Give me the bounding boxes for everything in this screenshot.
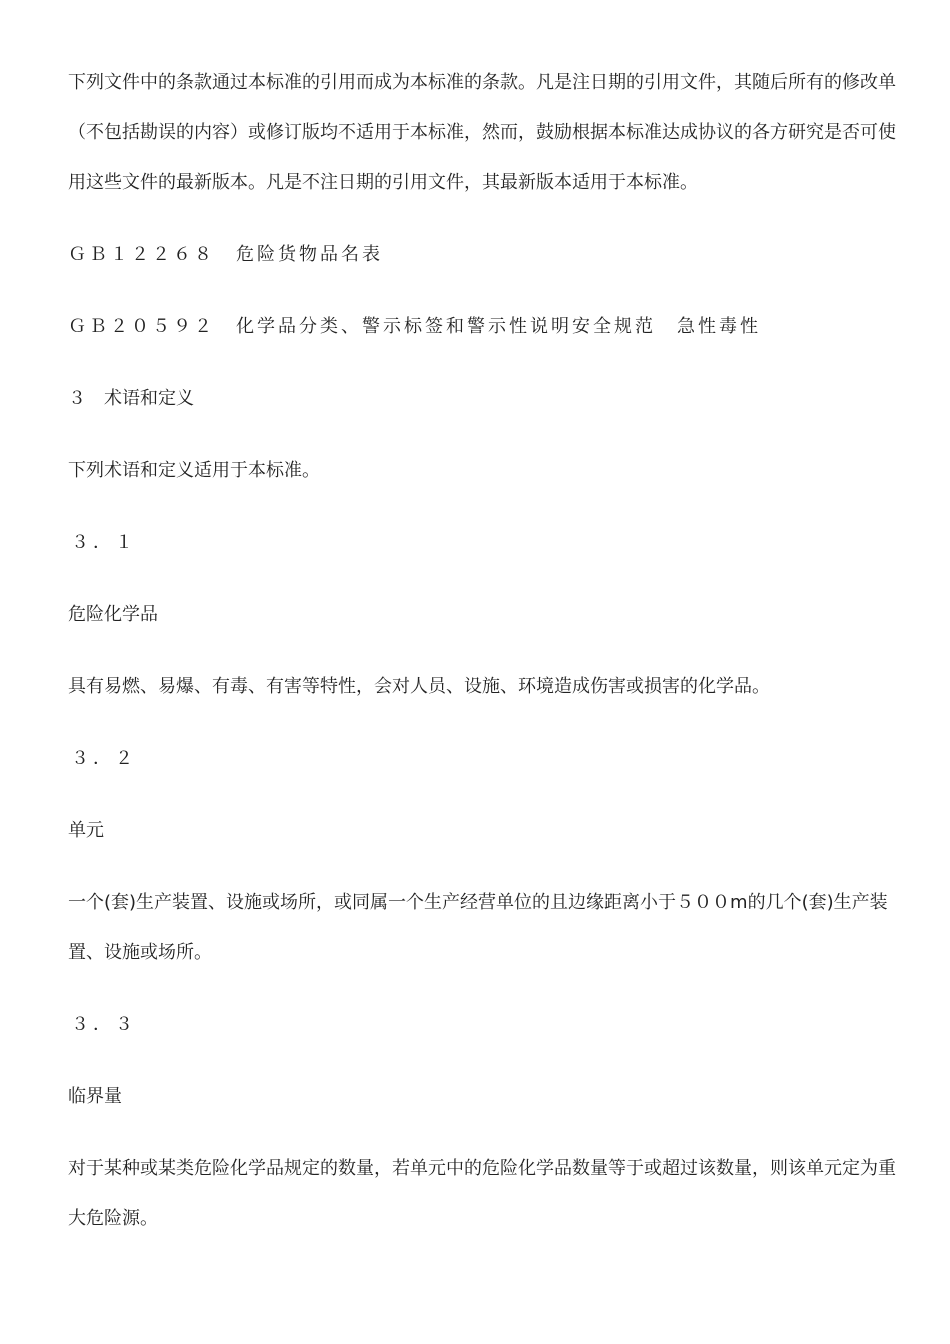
intro-paragraph: 下列文件中的条款通过本标准的引用而成为本标准的条款。凡是注日期的引用文件，其随后所有的修改单（不包括勘误的内容）或修订版均不适用于本标准，然而，鼓励根据本标准达成协议的各方研究是否可使用这些文件的最新版本。凡是不注日期的引用文件，其最新版本适用于本标准。: [68, 72, 896, 193]
document-page: [68, 58, 898, 1266]
term-number: ３．２: [71, 748, 137, 769]
term-definition: 一个(套)生产装置、设施或场所，或同属一个生产经营单位的且边缘距离小于５００m的几个(套)生产装置、设施或场所。: [68, 892, 888, 963]
reference-gb20592: ＧＢ２０５９２ 化学品分类、警示标签和警示性说明安全规范 急性毒性: [68, 316, 761, 337]
term-definition: 具有易燃、易爆、有毒、有害等特性，会对人员、设施、环境造成伤害或损害的化学品。: [68, 676, 770, 697]
term-definition: 对于某种或某类危险化学品规定的数量，若单元中的危险化学品数量等于或超过该数量，则该单元定为重大危险源。: [68, 1158, 896, 1229]
reference-gb12268: ＧＢ１２２６８ 危险货物品名表: [68, 244, 383, 265]
term-number: ３．１: [71, 532, 137, 553]
term-title: 单元: [68, 820, 104, 841]
section-heading: ３ 术语和定义: [68, 388, 194, 409]
section-intro: 下列术语和定义适用于本标准。: [68, 460, 320, 481]
term-number: ３．３: [71, 1014, 137, 1035]
term-title: 临界量: [68, 1086, 122, 1107]
term-title: 危险化学品: [68, 604, 158, 625]
